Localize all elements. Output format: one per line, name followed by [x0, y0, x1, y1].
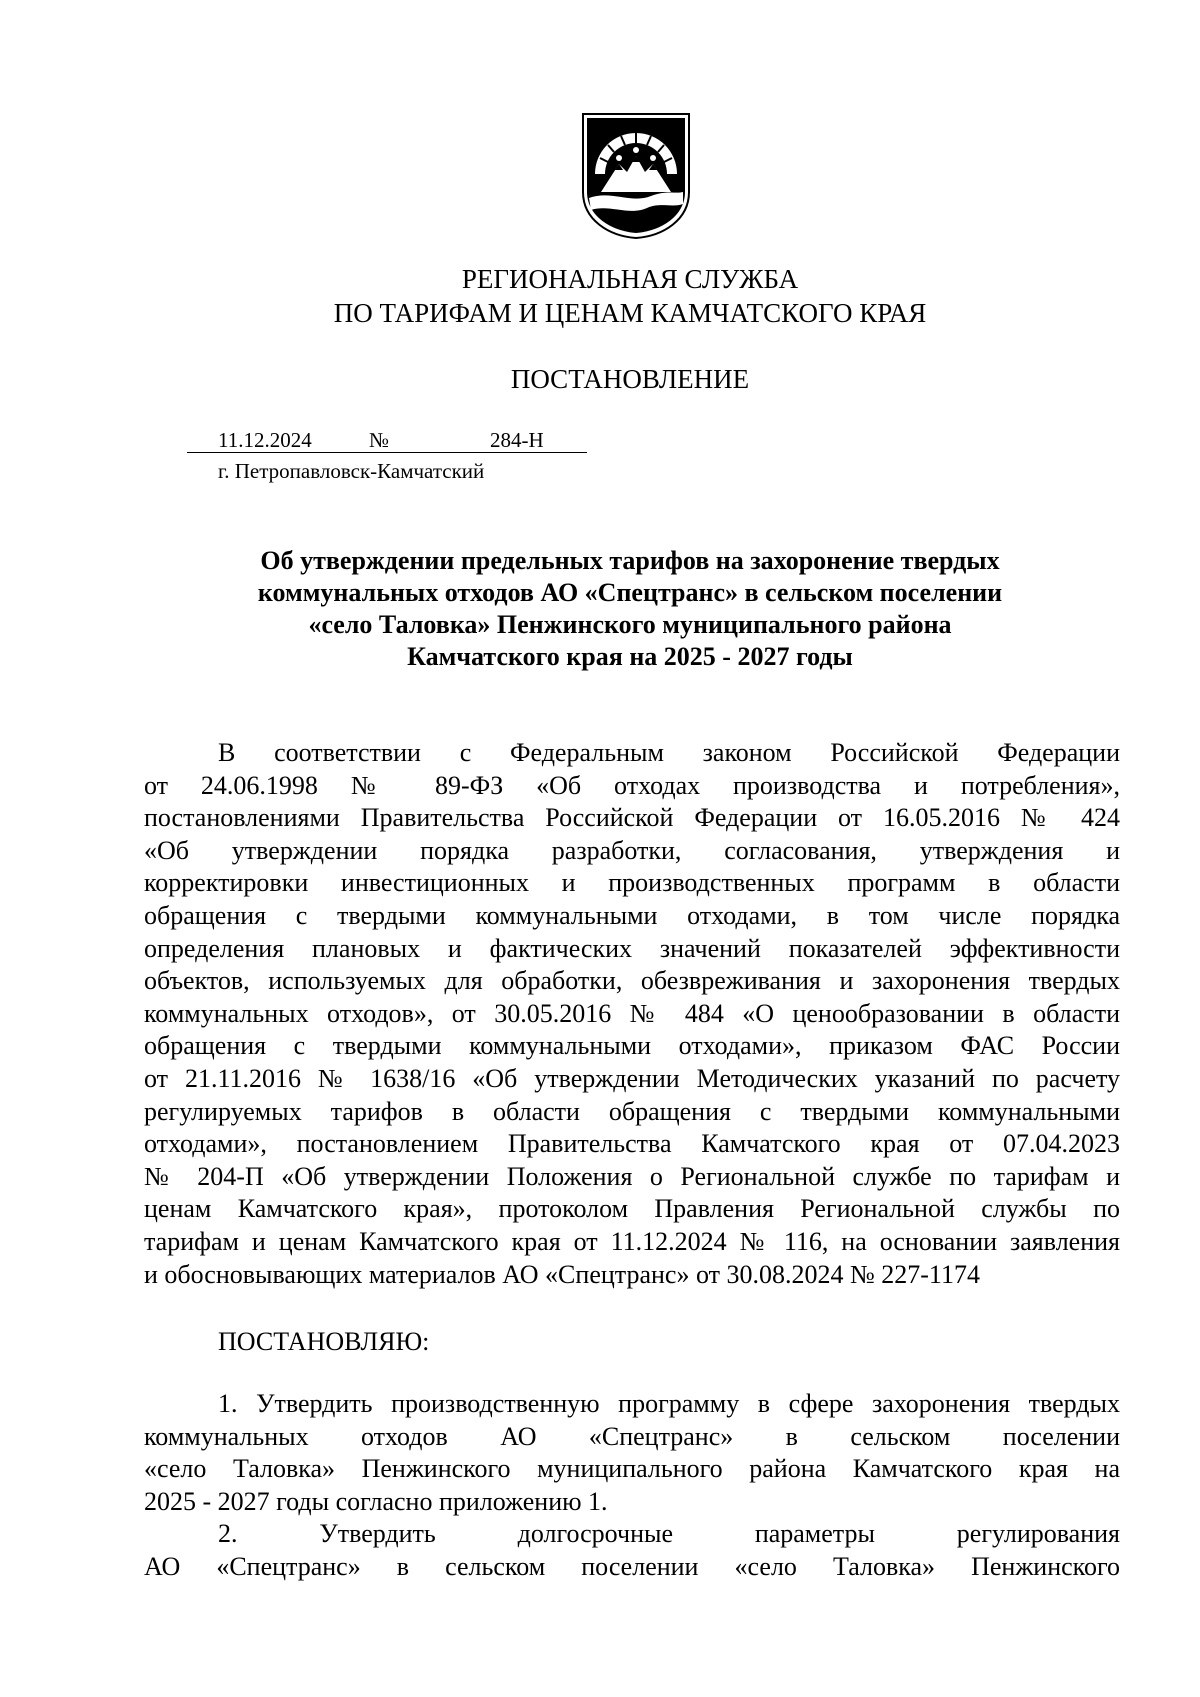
preamble-line: «Об утверждении порядка разработки, согласования, утверждения и	[144, 835, 1120, 865]
title-line: «село Таловка» Пенжинского муниципального района	[308, 610, 952, 639]
decree-word: ПОСТАНОВЛЯЮ:	[218, 1327, 430, 1356]
preamble-line: коммунальных отходов», от 30.05.2016 № 484 «О ценообразовании в области	[144, 998, 1120, 1028]
item-2-paragraph	[144, 1518, 1120, 1583]
preamble-line: обращения с твердыми коммунальными отходами, в том числе порядка	[144, 900, 1120, 930]
preamble-line: В соответствии с Федеральным законом Российской Федерации	[218, 738, 1120, 767]
item-1-paragraph	[144, 1388, 1120, 1518]
preamble-line: отходами», постановлением Правительства Камчатского края от 07.04.2023	[144, 1129, 1120, 1159]
coat-of-arms-emblem	[581, 112, 691, 240]
preamble-line: тарифам и ценам Камчатского края от 11.12.2024 № 116, на основании заявления	[144, 1226, 1120, 1256]
document-date: 11.12.2024	[218, 428, 312, 452]
document-title	[130, 545, 1130, 673]
preamble-line: корректировки инвестиционных и производственных программ в области	[144, 868, 1120, 898]
item-2-line: АО «Спецтранс» в сельском поселении «село Таловка» Пенжинского	[144, 1551, 1120, 1581]
preamble-line: ценам Камчатского края», протоколом Правления Региональной службы по	[144, 1194, 1120, 1224]
item-2-line: 2. Утвердить долгосрочные параметры регулирования	[218, 1519, 1120, 1548]
preamble-line: объектов, используемых для обработки, обезвреживания и захоронения твердых	[144, 966, 1120, 996]
document-type-heading: ПОСТАНОВЛЕНИЕ	[510, 364, 750, 394]
document-number: 284-Н	[490, 428, 544, 452]
document-city: г. Петропавловск-Камчатский	[218, 459, 485, 483]
preamble-line: и обосновывающих материалов АО «Спецтранс» от 30.08.2024 № 227-1174	[144, 1259, 980, 1289]
number-sign: №	[369, 428, 390, 452]
item-1-line: 2025 - 2027 годы согласно приложению 1.	[144, 1486, 608, 1516]
agency-name-line2: ПО ТАРИФАМ И ЦЕНАМ КАМЧАТСКОГО КРАЯ	[333, 298, 927, 328]
item-1-line: «село Таловка» Пенжинского муниципального района Камчатского края на	[144, 1454, 1120, 1484]
title-line: Об утверждении предельных тарифов на захоронение твердых	[260, 546, 1000, 575]
preamble-line: регулируемых тарифов в области обращения с твердыми коммунальными	[144, 1096, 1120, 1126]
preamble-paragraph	[144, 737, 1120, 1291]
item-1-line: 1. Утвердить производственную программу в сфере захоронения твердых	[218, 1389, 1120, 1418]
title-line: Камчатского края на 2025 - 2027 годы	[407, 642, 853, 671]
item-1-line: коммунальных отходов АО «Спецтранс» в сельском поселении	[144, 1421, 1120, 1451]
preamble-line: от 24.06.1998 № 89-ФЗ «Об отходах производства и потребления»,	[144, 770, 1120, 800]
date-number-underline	[187, 452, 587, 453]
agency-name-line1: РЕГИОНАЛЬНАЯ СЛУЖБА	[461, 264, 799, 294]
preamble-line: определения плановых и фактических значений показателей эффективности	[144, 933, 1120, 963]
preamble-line: обращения с твердыми коммунальными отходами», приказом ФАС России	[144, 1031, 1120, 1061]
preamble-line: от 21.11.2016 № 1638/16 «Об утверждении Методических указаний по расчету	[144, 1063, 1120, 1093]
title-line: коммунальных отходов АО «Спецтранс» в сельском поселении	[257, 578, 1003, 607]
preamble-line: постановлениями Правительства Российской Федерации от 16.05.2016 № 424	[144, 803, 1120, 833]
preamble-line: № 204-П «Об утверждении Положения о Региональной службе по тарифам и	[144, 1161, 1120, 1191]
